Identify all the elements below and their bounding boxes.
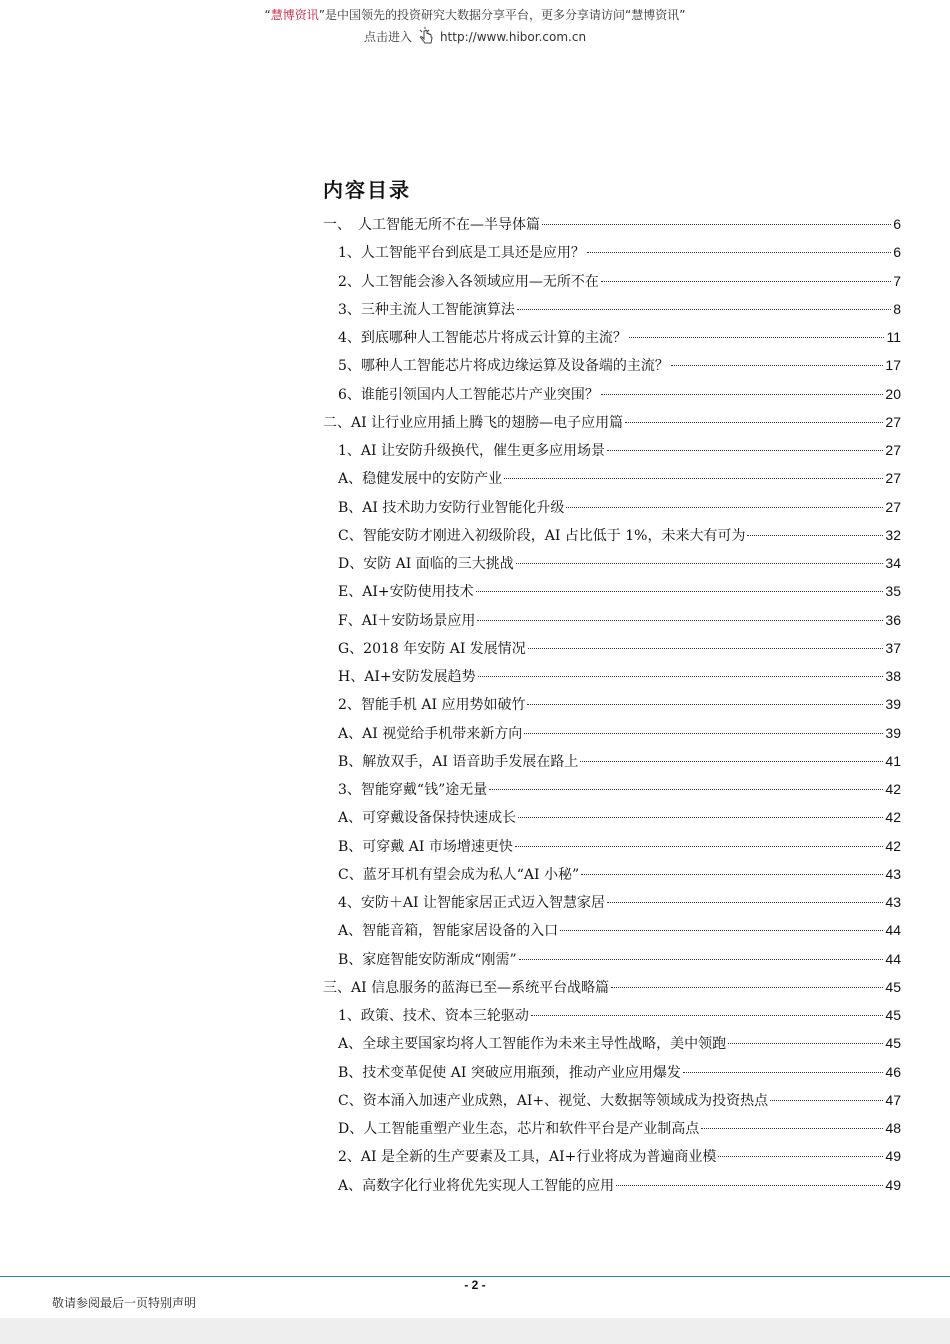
toc-page-number: 47 (885, 1091, 901, 1108)
toc-page-number: 27 (885, 470, 901, 487)
toc-leader-dots (747, 535, 883, 536)
toc-entry[interactable] (323, 634, 901, 662)
toc-leader-dots (489, 789, 883, 790)
toc-entry-title: 3、智能穿戴“钱”途无量 (338, 782, 488, 798)
toc-entry[interactable] (323, 1001, 901, 1029)
pointer-hand-icon (416, 27, 436, 47)
toc-entry[interactable] (323, 380, 901, 408)
toc-entry[interactable] (323, 888, 901, 916)
toc-entry-title: 1、AI 让安防升级换代，催生更多应用场景 (338, 443, 605, 459)
table-of-contents (323, 210, 901, 1199)
banner-link-row (0, 26, 950, 48)
toc-leader-dots (566, 507, 883, 508)
toc-entry-title: 三、AI 信息服务的蓝海已至—系统平台战略篇 (323, 979, 610, 996)
toc-entry-title: C、蓝牙耳机有望会成为私人“AI 小秘” (338, 866, 580, 883)
toc-leader-dots (560, 930, 883, 931)
footer-rule (0, 1276, 950, 1277)
toc-entry-title: A、全球主要国家均将人工智能作为未来主导性战略，美中领跑 (338, 1036, 727, 1053)
toc-entry-title: B、AI 技术助力安防行业智能化升级 (338, 499, 565, 516)
toc-page-number: 6 (893, 244, 901, 261)
toc-entry-title: 2、人工智能会渗入各领域应用—无所不在 (338, 273, 599, 290)
toc-entry-title: B、解放双手，AI 语音助手发展在路上 (338, 753, 579, 770)
toc-entry[interactable] (323, 606, 901, 634)
toc-entry[interactable] (323, 747, 901, 775)
toc-page-number: 37 (885, 639, 901, 656)
toc-leader-dots (504, 478, 883, 479)
toc-page-number: 39 (885, 724, 901, 741)
toc-entry-title: 5、哪种人工智能芯片将成边缘运算及设备端的主流？ (338, 358, 669, 375)
toc-leader-dots (601, 394, 884, 395)
toc-entry[interactable] (323, 238, 901, 266)
brand-name[interactable]: 慧博资讯 (270, 8, 319, 22)
toc-leader-dots (477, 620, 883, 621)
toc-entry[interactable] (323, 662, 901, 690)
toc-entry-title: C、智能安防才刚进入初级阶段，AI 占比低于 1%，未来大有可为 (338, 527, 746, 544)
toc-entry-title: 6、谁能引领国内人工智能芯片产业突围？ (338, 386, 599, 403)
toc-page-number: 6 (893, 216, 901, 232)
toc-entry[interactable] (323, 323, 901, 351)
toc-entry[interactable] (323, 1086, 901, 1114)
toc-page-number: 7 (893, 272, 901, 289)
toc-leader-dots (770, 1100, 883, 1101)
toc-page-number: 32 (885, 526, 901, 543)
toc-page-number: 38 (885, 668, 901, 684)
toc-page-number: 48 (885, 1120, 901, 1136)
toc-leader-dots (580, 761, 883, 762)
page-number: - 2 - (464, 1278, 486, 1292)
toc-leader-dots (701, 1128, 883, 1129)
toc-leader-dots (587, 252, 891, 253)
toc-page-number: 39 (885, 696, 901, 713)
toc-leader-dots (524, 733, 883, 734)
header-banner (0, 4, 950, 48)
toc-entry[interactable] (323, 493, 901, 521)
toc-entry[interactable] (323, 775, 901, 803)
toc-entry-title: 3、三种主流人工智能演算法 (338, 301, 515, 318)
toc-entry-title: E、AI+安防使用技术 (338, 584, 474, 601)
toc-leader-dots (517, 309, 891, 310)
toc-entry[interactable] (323, 1029, 901, 1057)
toc-page-number: 46 (885, 1063, 901, 1080)
toc-entry[interactable] (323, 521, 901, 549)
toc-page-number: 34 (885, 555, 901, 571)
toc-leader-dots (528, 648, 884, 649)
toc-page-number: 45 (885, 978, 901, 995)
toc-entry-title: A、可穿戴设备保持快速成长 (338, 810, 517, 827)
toc-title: 内容目录 (323, 178, 411, 202)
toc-entry[interactable] (323, 210, 901, 238)
toc-page-number: 41 (885, 752, 901, 769)
toc-leader-dots (518, 817, 883, 818)
toc-page-number: 44 (885, 950, 901, 967)
toc-page-number: 49 (885, 1148, 901, 1165)
toc-leader-dots (683, 1072, 884, 1073)
toc-page-number: 45 (885, 1007, 901, 1023)
toc-page-number: 27 (885, 442, 901, 458)
toc-entry[interactable] (323, 436, 901, 464)
toc-entry-title: F、AI＋安防场景应用 (338, 612, 476, 629)
toc-page-number: 43 (885, 894, 901, 910)
toc-entry-title: B、技术变革促使 AI 突破应用瓶颈，推动产业应用爆发 (338, 1064, 681, 1081)
toc-leader-dots (519, 959, 884, 960)
toc-entry-title: H、AI+安防发展趋势 (338, 669, 476, 685)
toc-entry-title: 二、AI 让行业应用插上腾飞的翅膀—电子应用篇 (323, 414, 624, 431)
toc-entry[interactable] (323, 267, 901, 295)
toc-entry[interactable] (323, 1171, 901, 1199)
toc-entry[interactable] (323, 945, 901, 973)
toc-entry-title: A、AI 视觉给手机带来新方向 (338, 725, 523, 742)
toc-leader-dots (611, 987, 883, 988)
toc-leader-dots (516, 563, 884, 564)
toc-entry[interactable] (323, 295, 901, 323)
toc-page-number: 27 (885, 413, 901, 430)
toc-page-number: 42 (885, 837, 901, 854)
toc-page-number: 35 (885, 583, 901, 600)
toc-leader-dots (607, 450, 883, 451)
click-text: 点击进入 (363, 30, 412, 44)
toc-entry-title: A、高数字化行业将优先实现人工智能的应用 (338, 1177, 615, 1194)
toc-entry-title: 2、AI 是全新的生产要素及工具，AI+行业将成为普遍商业模 (338, 1149, 717, 1166)
toc-leader-dots (515, 846, 884, 847)
toc-page-number: 27 (885, 498, 901, 515)
toc-page-number: 8 (893, 300, 901, 317)
bottom-band (0, 1318, 950, 1344)
banner-text: ”是中国领先的投资研究大数据分享平台，更多分享请访问“慧博资讯” (318, 8, 686, 22)
toc-entry[interactable] (323, 1114, 901, 1142)
toc-leader-dots (625, 422, 883, 423)
toc-entry[interactable] (323, 549, 901, 577)
toc-leader-dots (581, 874, 883, 875)
toc-leader-dots (616, 1185, 883, 1186)
toc-entry[interactable] (323, 719, 901, 747)
toc-entry-title: D、人工智能重塑产业生态，芯片和软件平台是产业制高点 (338, 1121, 700, 1137)
toc-leader-dots (607, 902, 883, 903)
toc-leader-dots (728, 1043, 883, 1044)
toc-entry-title: 1、人工智能平台到底是工具还是应用？ (338, 245, 585, 262)
toc-leader-dots (531, 1015, 884, 1016)
toc-leader-dots (718, 1156, 883, 1157)
toc-leader-dots (478, 676, 884, 677)
toc-leader-dots (527, 704, 883, 705)
toc-page-number: 49 (885, 1176, 901, 1193)
disclaimer-note: 敬请参阅最后一页特别声明 (52, 1296, 197, 1310)
banner-line (0, 4, 950, 26)
toc-entry[interactable] (323, 351, 901, 379)
toc-entry[interactable] (323, 860, 901, 888)
toc-page-number: 42 (885, 781, 901, 797)
toc-entry-title: 一、 人工智能无所不在—半导体篇 (323, 217, 540, 233)
toc-entry[interactable] (323, 832, 901, 860)
toc-entry[interactable] (323, 1058, 901, 1086)
toc-entry[interactable] (323, 464, 901, 492)
toc-entry[interactable] (323, 973, 901, 1001)
toc-leader-dots (542, 224, 891, 225)
quote-open: “ (264, 8, 271, 22)
toc-page-number: 17 (885, 357, 901, 374)
toc-entry-title: A、智能音箱，智能家居设备的入口 (338, 923, 559, 940)
toc-entry-title: 4、到底哪种人工智能芯片将成云计算的主流？ (338, 330, 627, 346)
toc-entry[interactable] (323, 803, 901, 831)
toc-entry[interactable] (323, 1142, 901, 1170)
toc-page-number: 44 (885, 922, 901, 939)
toc-leader-dots (601, 281, 891, 282)
toc-entry-title: B、家庭智能安防渐成“刚需” (338, 951, 517, 968)
toc-page-number: 20 (885, 385, 901, 402)
toc-entry-title: D、安防 AI 面临的三大挑战 (338, 556, 514, 572)
site-url-link[interactable]: http://www.hibor.com.cn (439, 30, 587, 44)
toc-entry-title: B、可穿戴 AI 市场增速更快 (338, 838, 513, 855)
toc-entry[interactable] (323, 690, 901, 718)
toc-page-number: 42 (885, 809, 901, 826)
toc-entry[interactable] (323, 408, 901, 436)
toc-leader-dots (476, 591, 884, 592)
toc-page-number: 11 (886, 329, 901, 345)
toc-leader-dots (671, 365, 884, 366)
toc-entry-title: 4、安防＋AI 让智能家居正式迈入智慧家居 (338, 895, 605, 911)
toc-entry-title: A、稳健发展中的安防产业 (338, 471, 503, 488)
toc-entry-title: G、2018 年安防 AI 发展情况 (338, 640, 526, 657)
toc-entry[interactable] (323, 577, 901, 605)
toc-page-number: 43 (885, 865, 901, 882)
toc-entry-title: C、资本涌入加速产业成熟，AI+、视觉、大数据等领域成为投资热点 (338, 1092, 769, 1109)
toc-entry-title: 2、智能手机 AI 应用势如破竹 (338, 697, 526, 714)
toc-leader-dots (629, 337, 885, 338)
toc-entry-title: 1、政策、技术、资本三轮驱动 (338, 1008, 529, 1024)
toc-page-number: 45 (885, 1035, 901, 1052)
toc-page-number: 36 (885, 611, 901, 628)
toc-entry[interactable] (323, 916, 901, 944)
